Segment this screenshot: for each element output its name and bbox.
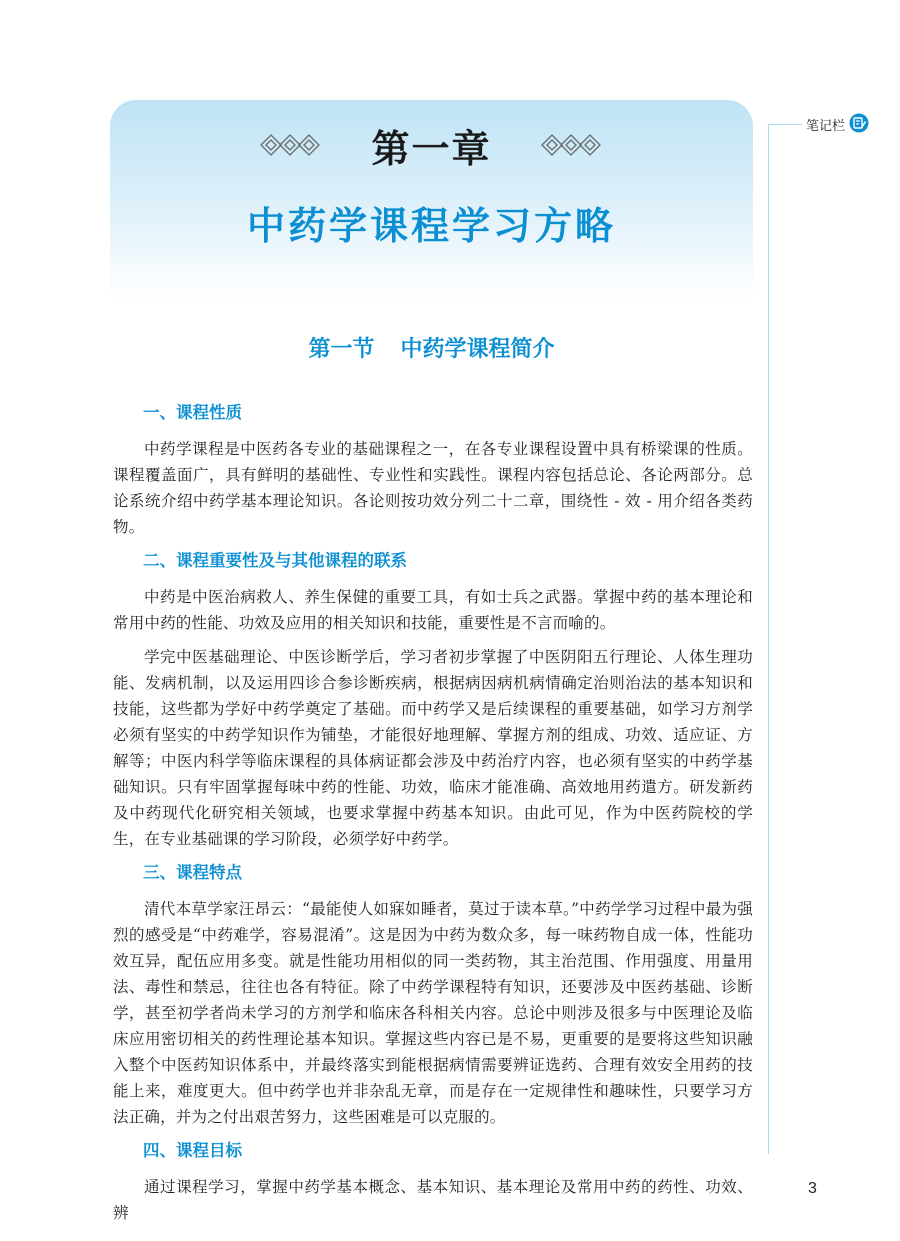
paragraph: 中药是中医治病救人、养生保健的重要工具，有如士兵之武器。掌握中药的基本理论和常用中药的性能、功效及应用的相关知识和技能，重要性是不言而喻的。 [113,588,753,632]
chapter-banner [110,100,753,300]
section-title [110,332,753,363]
subsection-features [113,860,753,1130]
subsection-goals [113,1138,753,1226]
note-pen-icon [849,113,869,137]
section-name: 中药学课程简介 [400,337,555,362]
subsection-heading: 三、课程特点 [143,863,242,882]
page-number: 3 [808,1180,817,1197]
notes-rule-horizontal [768,124,802,125]
notes-rule-vertical [768,124,769,1154]
subsection-heading: 二、课程重要性及与其他课程的联系 [143,551,407,570]
diamond-ornament-left-icon [259,133,323,157]
body-content [113,400,753,1234]
subsection-importance [113,548,753,852]
chapter-label: 第一章 [371,125,492,171]
subsection-nature [113,400,753,540]
subsection-heading: 四、课程目标 [143,1141,242,1160]
paragraph: 清代本草学家汪昂云：“最能使人如寐如睡者，莫过于读本草。”中药学学习过程中最为强烈的感受是“中药难学，容易混淆”。这是因为中药为数众多，每一味药物自成一体，性能功效互异，配伍应用多变。就是性能功用相似的同一类药物，其主治范围、作用强度、用量用法、毒性和禁忌，往往也各有特征。除了中药学课程特有知识，还要涉及中医药基础、诊断学，甚至初学者尚未学习的方剂学和临床各科相关内容。总论中则涉及很多与中医理论及临床应用密切相关的药性理论基本知识。掌握这些内容已是不易，更重要的是要将这些知识融入整个中医药知识体系中，并最终落实到能根据病情需要辨证选药、合理有效安全用药的技能上来，难度更大。但中药学也并非杂乱无章，而是存在一定规律性和趣味性，只要学习方法正确，并为之付出艰苦努力，这些困难是可以克服的。 [113,900,753,1126]
paragraph: 通过课程学习，掌握中药学基本概念、基本知识、基本理论及常用中药的药性、功效、辨 [113,1178,753,1222]
paragraph: 中药学课程是中医药各专业的基础课程之一，在各专业课程设置中具有桥梁课的性质。课程覆盖面广，具有鲜明的基础性、专业性和实践性。课程内容包括总论、各论两部分。总论系统介绍中药学基本理论知识。各论则按功效分列二十二章，围绕性 - 效 - 用介绍各类药物。 [113,440,753,536]
paragraph: 学完中医基础理论、中医诊断学后，学习者初步掌握了中医阴阳五行理论、人体生理功能、发病机制，以及运用四诊合参诊断疾病，根据病因病机病情确定治则治法的基本知识和技能，这些都为学好中药学奠定了基础。而中药学又是后续课程的重要基础，如学习方剂学必须有坚实的中药学知识作为铺垫，才能很好地理解、掌握方剂的组成、功效、适应证、方解等；中医内科学等临床课程的具体病证都会涉及中药治疗内容，也必须有坚实的中药学基础知识。只有牢固掌握每味中药的性能、功效，临床才能准确、高效地用药遣方。研发新药及中药现代化研究相关领域，也要求掌握中药基本知识。由此可见，作为中医药院校的学生，在专业基础课的学习阶段，必须学好中药学。 [113,648,753,848]
chapter-label-row [110,120,753,170]
chapter-title: 中药学课程学习方略 [246,204,616,248]
diamond-ornament-right-icon [540,133,604,157]
notes-label: 笔记栏 [806,119,846,134]
subsection-heading: 一、课程性质 [143,403,242,422]
section-number: 第一节 [308,337,375,362]
